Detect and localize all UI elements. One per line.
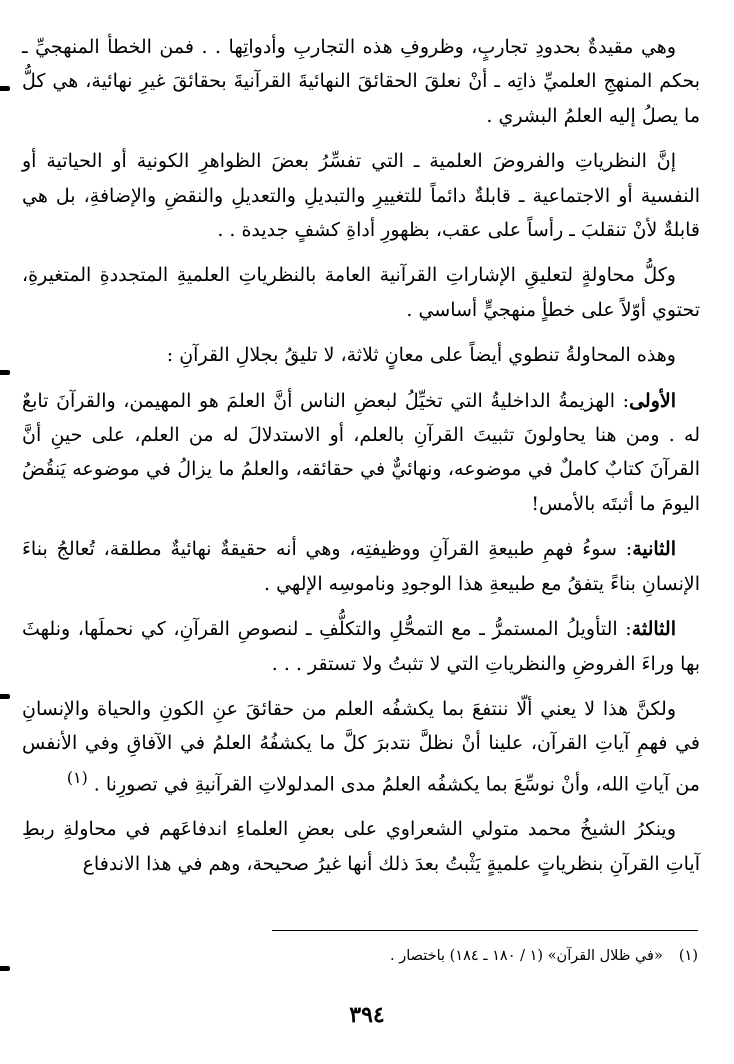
paragraph-8-text: ولكنَّ هذا لا يعني ألّا ننتفعَ بما يكشفُه العلم من حقائقَ عنِ الكونِ والحياة والإنسانِ في فهمِ آياتِ القرآن، علينا أنْ نظلَّ نتدبرَ كلَّ ما يكشفُهُ العلمُ في الآفاقِ وفي الأنفس من آياتِ الله، وأنْ نوسِّعَ بما يكشفُه العلمُ مدى المدلولاتِ القرآنيةِ في تصورِنا . [22, 697, 700, 796]
paragraph-4-text: وهذه المحاولةُ تنطوي أيضاً على معانٍ ثلاثة، لا تليقُ بجلالِ القرآنِ : [166, 344, 676, 367]
page-body [22, 30, 700, 892]
paragraph-2-text: إنَّ النظرياتِ والفروضَ العلمية ـ التي تفسِّرُ بعضَ الظواهرِ الكونية أو الحياتية أو النفسية أو الاجتماعية ـ قابلةٌ دائماً للتغييرِ والتبديلِ والتعديلِ والنقضِ والإضافةِ، بل هي قابلةٌ لأنْ تنقلبَ ـ رأساً على عقب، بظهورِ أداةِ كشفٍ جديدة . . [22, 150, 700, 242]
footnote-divider [272, 930, 698, 931]
paragraph-9 [22, 812, 700, 881]
scan-mark-3 [0, 694, 10, 699]
paragraph-1 [22, 30, 700, 133]
term-third: الثالثة [631, 618, 676, 641]
paragraph-third-meaning [22, 612, 700, 681]
paragraph-1-text: وهي مقيدةٌ بحدودِ تجاربٍ، وظروفِ هذه التجاربِ وأدواتِها . . فمن الخطأ المنهجيِّ ـ بحكم المنهجِ العلميِّ ذاتِه ـ أنْ نعلقَ الحقائقَ النهائيةَ القرآنيةَ بحقائقَ غيرِ نهائية، هي كلُّ ما يصلُ إليه العلمُ البشري . [22, 36, 700, 127]
paragraph-2 [22, 144, 700, 247]
footnote-ref[interactable]: (١) [66, 767, 88, 787]
paragraph-first-meaning [22, 384, 700, 522]
term-second: الثانية [632, 538, 676, 561]
paragraph-9-text: وينكرُ الشيخُ محمد متولي الشعراوي على بعضِ العلماءِ اندفاعَهم في محاولةِ ربطِ آياتِ القرآنِ بنظرياتٍ علميةٍ يَثْبتُ بعدَ ذلك أنها غيرُ صحيحة، وهم في هذا الاندفاع [22, 818, 700, 875]
paragraph-second-meaning [22, 532, 700, 601]
term-first: الأولى [629, 389, 676, 412]
page-number: ٣٩٤ [349, 1002, 385, 1028]
paragraph-4 [22, 338, 700, 372]
paragraph-first-meaning-text: : الهزيمةُ الداخليةُ التي تخيِّلُ لبعضِ الناس أنَّ العلمَ هو المهيمن، والقرآنَ تابعٌ له . ومن هنا يحاولونَ تثبيتَ القرآنِ بالعلم، أو الاستدلالَ له من العلم، على حينِ أنَّ القرآنَ كتابٌ كاملٌ في موضوعه، ونهائيٌّ في حقائقه، والعلمُ ما يزالُ في موضوعه يَنقُضُ اليومَ ما أثبتَه بالأمس! [22, 389, 700, 515]
scan-mark-1 [0, 86, 10, 91]
footnote [22, 944, 698, 968]
paragraph-3-text: وكلُّ محاولةٍ لتعليقِ الإشاراتِ القرآنية العامة بالنظرياتِ العلميةِ المتجددةِ المتغيرةِ، تحتوي أوّلاً على خطأٍ منهجيٍّ أساسي . [22, 264, 700, 321]
scan-mark-2 [0, 370, 10, 375]
paragraph-3 [22, 258, 700, 327]
paragraph-8 [22, 692, 700, 802]
scan-mark-4 [0, 966, 10, 971]
footnote-text: «في ظلال القرآن» (١ / ١٨٠ ـ ١٨٤) باختصار . [390, 948, 663, 964]
paragraph-second-meaning-text: : سوءُ فهمِ طبيعةِ القرآنِ ووظيفتِه، وهي أنه حقيقةٌ نهائيةٌ مطلقة، تُعالجُ بناءَ الإنسانِ بناءً يتفقُ مع طبيعةِ هذا الوجودِ وناموسِه الإلهي . [22, 538, 700, 595]
paragraph-third-meaning-text: : التأويلُ المستمرُّ ـ مع التمحُّلِ والتكلُّفِ ـ لنصوصِ القرآنِ، كي نحملَها، ونلهثَ بها وراءَ الفروضِ والنظرياتِ التي لا تثبتُ ولا تستقر . . . [22, 618, 700, 675]
footnote-number: (١) [678, 948, 698, 964]
